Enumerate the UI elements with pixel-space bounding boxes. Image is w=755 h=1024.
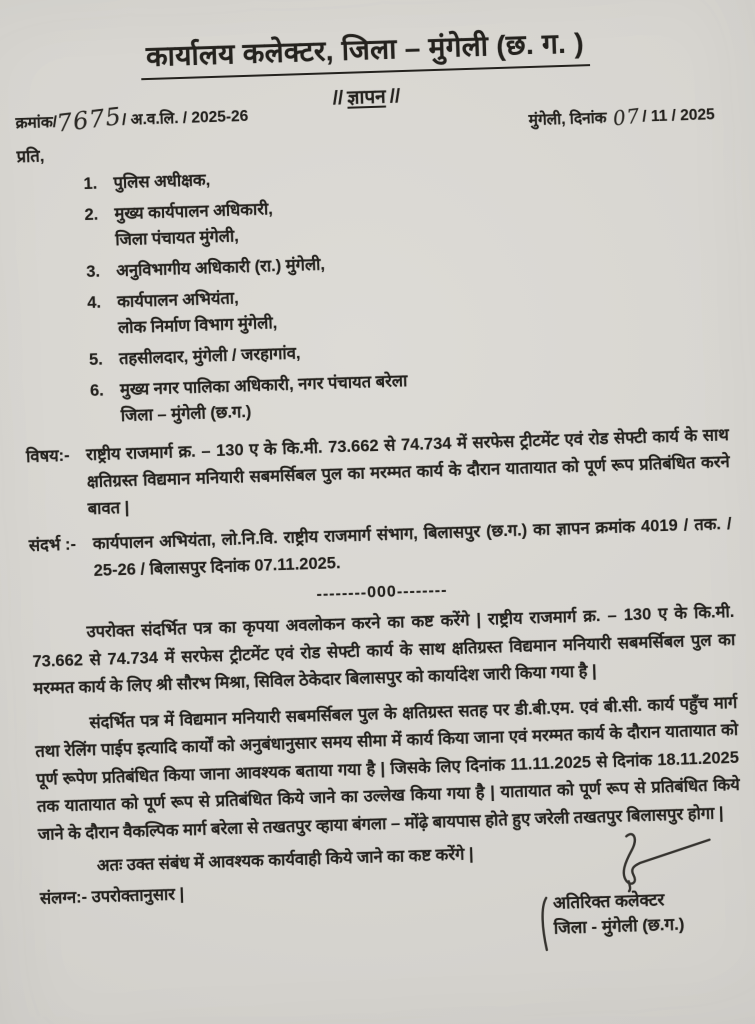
recipient-number: 4. [87,293,102,313]
reference-text: कार्यपालन अभियंता, लो.नि.वि. राष्ट्रीय राजमार्ग संभाग, बिलासपुर (छ.ग.) का ज्ञापन क्रमांक 4019 / तक. / 25-26 / बिलासपुर दिनांक 07.11.2025. [92,514,732,580]
recipient-text: मुख्य कार्यपालन अधिकारी, जिला पंचायत मुंगेली, [114,200,274,250]
recipient-number: 3. [86,262,101,282]
handwritten-date-day: 07 [611,103,642,131]
body-paragraph-1: उपरोक्त संदर्भित पत्र का कृपया अवलोकन करने का कष्ट करेंगे | राष्ट्रीय राजमार्ग क्र. – 130 ए के कि.मी. 73.662 से 74.734 में सरफेस ट्रीटमेंट एवं रोड सेफ्टी कार्य के साथ क्षतिग्रस्त विद्यमान मनियारी सबमर्सिबल पुल का मरम्मत कार्य के लिए श्री सौरभ मिश्रा, सिविल ठेकेदार बिलासपुर को कार्यादेश जारी किया गया है | [32,602,736,698]
recipient-number: 2. [84,205,99,225]
recipient-text: पुलिस अधीक्षक, [113,171,211,193]
recipient-list [17,151,728,432]
recipient-text: तहसीलदार, मुंगेली / जरहागांव, [118,344,301,369]
enclosure-line: संलग्न:- उपरोक्तानुसार | [39,885,185,908]
recipient-number: 5. [88,350,104,369]
memo-slashes-right: // [389,86,401,108]
reference-number-line [15,99,249,138]
signatory-district: जिला - मुंगेली (छ.ग.) [553,914,685,938]
recipient-text: मुख्य नगर पालिका अधिकारी, नगर पंचायत बरेला जिला – मुंगेली (छ.ग.) [119,372,408,426]
signature-text [553,887,685,941]
to-label: प्रति, [16,147,45,167]
signature-bracket-stroke [537,895,553,953]
subject-text: राष्ट्रीय राजमार्ग क्र. – 130 ए के कि.मी. 73.662 से 74.734 में सरफेस ट्रीटमेंट एवं रोड सेफ्टी कार्य के साथ क्षतिग्रस्त विद्यमान मनियारी सबमर्सिबल पुल का मरम्मत कार्य के दौरान यातायात को पूर्ण रूप प्रतिबंधित करने बावत | [85,425,730,519]
signature-block [511,827,724,942]
body-paragraph-2: संदर्भित पत्र में विद्यमान मनियारी सबमर्सिबल पुल के क्षतिग्रस्त सतह पर डी.बी.एम. एवं बी.सी. कार्य पहुँच मार्ग तथा रेलिंग पाईप इत्यादि कार्यों को अनुबंधानुसार समय सीमा में कार्य किया जाना एवं मरम्मत कार्य के दौरान यातायात को पूर्ण रूपेण प्रतिबंधित किया जाना आवश्यक बताया गया है | जिसके लिए दिनांक 11.11.2025 से दिनांक 18.11.2025 तक यातायात को पूर्ण रूप से प्रतिबंधित किये जाने का उल्लेख किया गया है | यातायात को पूर्ण रूप से प्रतिबंधित किये जाने के दौरान वैकल्पिक मार्ग बरेला से तखतपुर व्हाया बंगला – मोंढ़े बायपास होते हुए जरेली तखतपुर बिलासपुर होगा | [35,693,741,844]
subject-block [26,422,731,525]
recipient-text: कार्यपालन अभियंता, लोक निर्माण विभाग मुंगेली, [116,289,278,338]
reference-label: संदर्भ :- [28,535,77,555]
signatory-designation: अतिरिक्त कलेक्टर [552,890,665,913]
signature-squiggle-icon [569,827,721,894]
ref-suffix: / अ.व.लि. / 2025-26 [121,107,249,129]
date-rest: / 11 / 2025 [642,106,715,126]
office-title: कार्यालय कलेक्टर, जिला – मुंगेली (छ. ग. ) [140,23,591,80]
recipient-number: 6. [89,381,105,400]
closing-line: अतः उक्त संबंध में आवश्यक कार्यवाही किये जाने का कष्ट करेंगे | [96,845,474,875]
recipient-text: अनुविभागीय अधिकारी (रा.) मुंगेली, [116,255,326,281]
subject-label: विषय:- [25,446,70,467]
memo-label: ज्ञापन [346,86,387,109]
section-divider: --------000-------- [316,581,448,603]
handwritten-ref-number: 7675 [55,102,124,138]
place-date-label: मुंगेली, दिनांक [528,109,607,130]
recipient-number: 1. [83,174,98,194]
ref-prefix: क्रमांक/ [15,113,58,133]
memo-slashes-left: // [332,87,344,110]
